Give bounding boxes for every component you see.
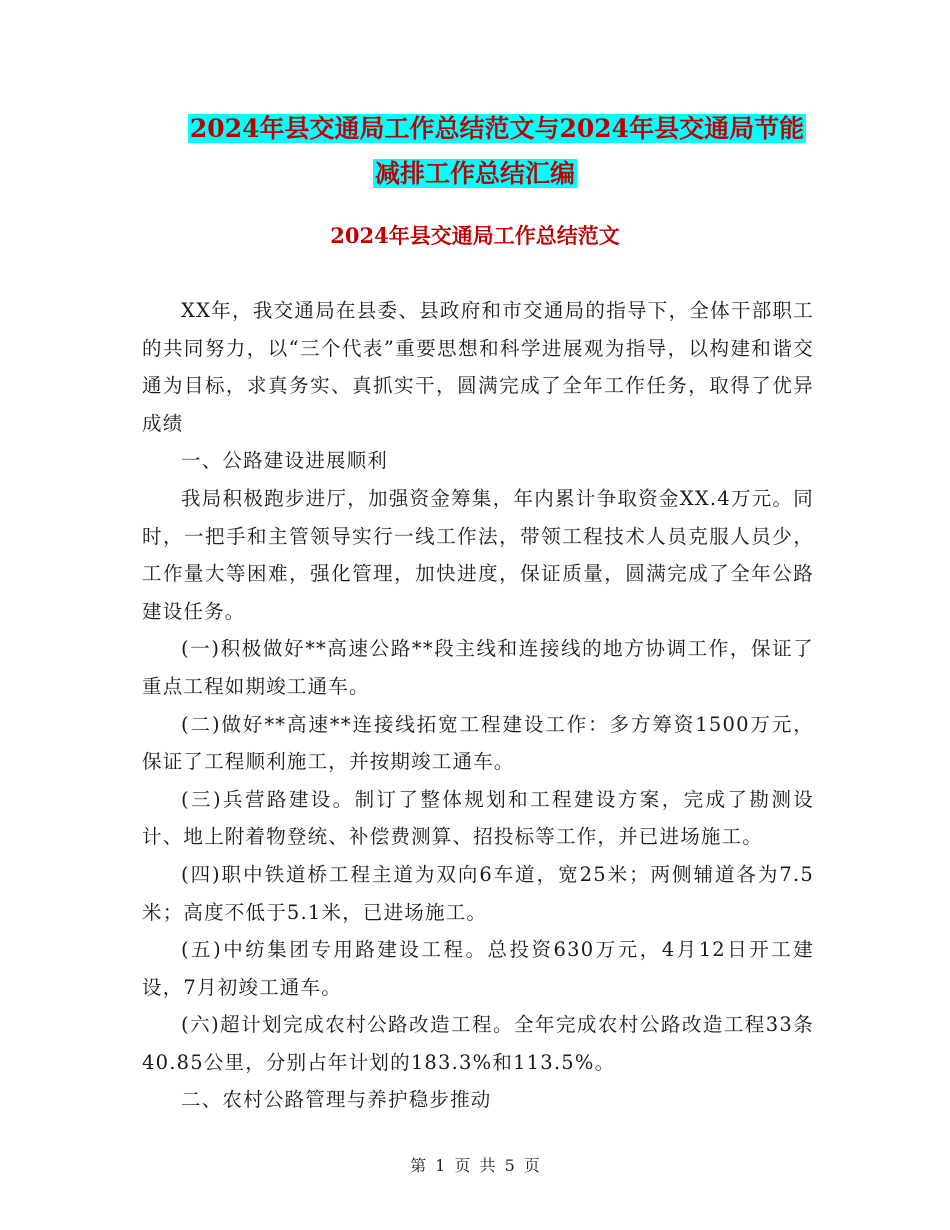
document-title-line-2 xyxy=(0,159,950,189)
paragraph: (二)做好**高速**连接线拓宽工程建设工作：多方筹资1500万元，保证了工程顺利施工，并按期竣工通车。 xyxy=(142,712,814,774)
document-title-text-2: 减排工作总结汇编 xyxy=(374,159,575,188)
paragraph: (三)兵营路建设。制订了整体规划和工程建设方案，完成了勘测设计、地上附着物登统、补偿费测算、招投标等工作，并已进场施工。 xyxy=(142,787,814,849)
paragraph: (六)超计划完成农村公路改造工程。全年完成农村公路改造工程33条40.85公里，分别占年计划的183.3%和113.5%。 xyxy=(142,1013,814,1074)
document-body xyxy=(142,292,814,1119)
paragraph: (四)职中铁道桥工程主道为双向6车道，宽25米；两侧辅道各为7.5米；高度不低于5.1米，已进场施工。 xyxy=(142,862,814,924)
section-heading: 2024年县交通局工作总结范文 xyxy=(330,223,620,248)
page-footer: 第 1 页 共 5 页 xyxy=(410,1156,540,1175)
document-title-text-1: 2024年县交通局工作总结范文与2024年县交通局节能 xyxy=(189,114,805,143)
paragraph: 二、农村公路管理与养护稳步推动 xyxy=(181,1088,492,1112)
paragraph: XX年，我交通局在县委、县政府和市交通局的指导下，全体干部职工的共同努力，以“三个代表”重要思想和科学进展观为指导，以构建和谐交通为目标，求真务实、真抓实干，圆满完成了全年工作任务，取得了优异成绩 xyxy=(142,299,814,435)
paragraph: 一、公路建设进展顺利 xyxy=(181,449,389,473)
paragraph: (一)积极做好**高速公路**段主线和连接线的地方协调工作，保证了重点工程如期竣工通车。 xyxy=(142,637,814,698)
paragraph: 我局积极跑步进厅，加强资金筹集，年内累计争取资金XX.4万元。同时，一把手和主管领导实行一线工作法，带领工程技术人员克服人员少，工作量大等困难，强化管理，加快进度，保证质量，圆满完成了全年公路建设任务。 xyxy=(142,486,814,623)
document-title-line-1 xyxy=(22,114,950,144)
paragraph: (五)中纺集团专用路建设工程。总投资630万元，4月12日开工建设，7月初竣工通车。 xyxy=(142,938,814,999)
